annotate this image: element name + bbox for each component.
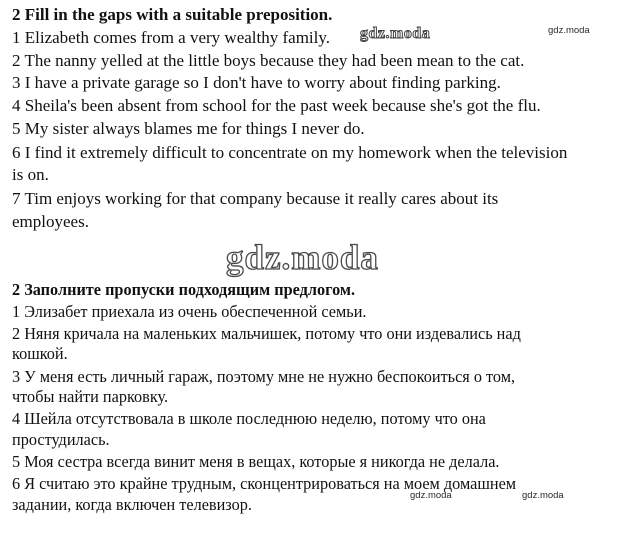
russian-line-3-cont: чтобы найти парковку. (12, 387, 169, 406)
watermark-medium: gdz.moda (360, 25, 431, 42)
russian-line-1: 1 Элизабет приехала из очень обеспеченной семьи. (12, 302, 367, 321)
watermark-small-top: gdz.moda (548, 25, 590, 36)
english-heading: 2 Fill in the gaps with a suitable preposition. (12, 5, 333, 24)
english-line-6-cont: is on. (12, 165, 49, 184)
english-line-7-cont: employees. (12, 212, 89, 231)
english-line-6: 6 I find it extremely difficult to concentrate on my homework when the television (12, 143, 568, 162)
watermark-small-bottom-right: gdz.moda (522, 490, 564, 501)
russian-line-5: 5 Моя сестра всегда винит меня в вещах, которые я никогда не делала. (12, 452, 500, 471)
english-line-7: 7 Tim enjoys working for that company because it really cares about its (12, 189, 499, 208)
watermark-large: gdz.moda (226, 238, 379, 277)
english-line-1: 1 Elizabeth comes from a very wealthy family. (12, 28, 331, 47)
russian-line-2: 2 Няня кричала на маленьких мальчишек, потому что они издевались над (12, 324, 521, 343)
russian-line-2-cont: кошкой. (12, 344, 68, 363)
watermark-small-bottom-mid: gdz.moda (410, 490, 452, 501)
russian-line-6-cont: задании, когда включен телевизор. (12, 495, 252, 514)
russian-line-4-cont: простудилась. (12, 430, 110, 449)
russian-heading: 2 Заполните пропуски подходящим предлогом. (12, 280, 356, 299)
russian-line-3: 3 У меня есть личный гараж, поэтому мне не нужно беспокоиться о том, (12, 367, 516, 386)
english-line-2: 2 The nanny yelled at the little boys because they had been mean to the cat. (12, 51, 525, 70)
english-line-3: 3 I have a private garage so I don't have to worry about finding parking. (12, 73, 501, 92)
english-line-4: 4 Sheila's been absent from school for the past week because she's got the flu. (12, 96, 541, 115)
english-line-5: 5 My sister always blames me for things I never do. (12, 119, 365, 138)
russian-line-6: 6 Я считаю это крайне трудным, сконцентрироваться на моем домашнем (12, 474, 517, 493)
russian-line-4: 4 Шейла отсутствовала в школе последнюю неделю, потому что она (12, 409, 486, 428)
